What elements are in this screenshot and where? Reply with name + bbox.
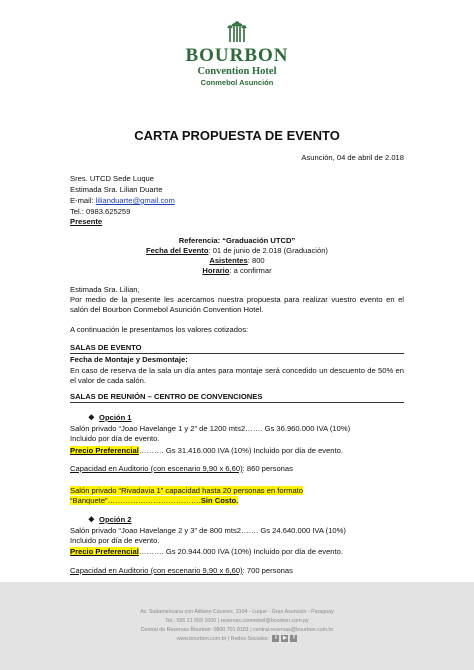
guests-line [0, 256, 474, 266]
event-date-label: Fecha del Evento [146, 246, 209, 255]
reference-line [0, 236, 474, 246]
section-divider [70, 353, 404, 354]
banquete-text: “Banquete”………………………………. [70, 496, 201, 505]
preferential-price-value: ………. Gs 20.944.000 IVA (10%) Incluido por día de evento. [138, 547, 343, 556]
bourbon-emblem-icon [224, 18, 250, 44]
option1-included-line: Incluido por día de evento. [70, 434, 160, 443]
schedule-line [0, 266, 474, 276]
recipient-email-row [70, 196, 175, 206]
intro-paragraph: Por medio de la presente les acercamos nuestra propuesta para realizar vuestro evento en el salón del Bourbon Conmebol Asunción Convention Hotel. [70, 295, 404, 314]
footer-address: Av. Sudamericana con Atiliano Cáceres, 3104 - Luque - Gran Asunción - Paraguay [140, 609, 334, 615]
option1-preferential-price [70, 446, 343, 456]
presente-label: Presente [70, 217, 103, 226]
preferential-price-value: ………. Gs 31.416.000 IVA (10%) Incluido por día de evento. [138, 446, 343, 455]
sin-costo-label: Sin Costo. [200, 496, 239, 505]
option2-heading [88, 515, 132, 525]
rivadavia-text: Salón privado “Rivadavia 1” capacidad hasta 20 personas en formato [70, 486, 304, 495]
footer-contact: Tel.: 595 21 659 1000 | reservas.conmebol@bourbon.com.py [165, 618, 309, 624]
montaje-paragraph: En caso de reserva de la sala un día antes para montaje será concedido un descuento de 50% en el valor de cada salón. [70, 366, 404, 385]
email-link[interactable]: lilianduarte@gmail.com [95, 196, 175, 205]
capacity-label: Capacidad en Auditorio (con escenario 9,90 x 6,60) [70, 566, 243, 575]
option2-hall-line: Salón privado “Joao Havelange 2 y 3” de 800 mts2……. Gs 24.640.000 IVA (10%) [70, 526, 346, 535]
brand-name: BOURBON [185, 45, 289, 66]
convenciones-heading: SALAS DE REUNIÓN – CENTRO DE CONVENCIONES [70, 392, 263, 401]
capacity-value: : 860 personas [242, 464, 293, 473]
salas-heading: SALAS DE EVENTO [70, 343, 142, 352]
youtube-icon[interactable]: ▶ [282, 635, 287, 642]
page-footer [0, 582, 474, 670]
reference-label: Referencia [178, 236, 218, 245]
schedule-value: : a confirmar [229, 266, 272, 275]
option2-preferential-price [70, 547, 343, 557]
preferential-price-label: Precio Preferencial [70, 547, 139, 556]
date-line: Asunción, 04 de abril de 2.018 [301, 153, 404, 162]
option2-capacity [70, 566, 293, 576]
diamond-bullet-icon: ❖ [88, 413, 95, 422]
diamond-bullet-icon: ❖ [88, 515, 95, 524]
guests-value: : 800 [247, 256, 265, 265]
recipient-phone: Tel.: 0983.625259 [70, 207, 131, 216]
option2-label: Opción 2 [99, 515, 132, 524]
rivadavia-line [70, 486, 303, 496]
rivadavia-line-2 [70, 496, 238, 506]
footer-web-row [0, 635, 474, 643]
option2-included-line: Incluido por día de evento. [70, 536, 160, 545]
facebook-icon[interactable]: f [290, 635, 297, 642]
capacity-label: Capacidad en Auditorio (con escenario 9,90 x 6,60) [70, 464, 243, 473]
guests-label: Asistentes [209, 256, 248, 265]
values-intro: A continuación le presentamos los valores cotizados: [70, 325, 249, 334]
footer-web: www.bourbon.com.br | Redes Sociales: [176, 636, 269, 642]
schedule-label: Horario [202, 266, 230, 275]
brand-location: Conmebol Asunción [200, 78, 274, 87]
preferential-price-label: Precio Preferencial [70, 446, 139, 455]
section-divider [70, 402, 404, 403]
email-label: E-mail: [70, 196, 96, 205]
option1-label: Opción 1 [99, 413, 132, 422]
brand-subtitle: Convention Hotel [197, 66, 277, 77]
footer-central: Central de Reservas Bourbon: 0800 701 8181 | central.reservas@bourbon.com.br [140, 627, 334, 633]
salutation: Estimada Sra. Lilian, [70, 285, 140, 294]
option1-hall-line: Salón privado “Joao Havelange 1 y 2” de 1200 mts2……. Gs 36.960.000 IVA (10%) [70, 424, 351, 433]
capacity-value: : 700 personas [242, 566, 293, 575]
reference-value: : “Graduación UTCD” [217, 236, 296, 245]
page-title: CARTA PROPUESTA DE EVENTO [134, 128, 340, 143]
montaje-heading: Fecha de Montaje y Desmontaje: [70, 355, 188, 364]
option1-heading [88, 413, 132, 423]
option1-capacity [70, 464, 293, 474]
event-date-line [0, 246, 474, 256]
event-date-value: : 01 de junio de 2.018 (Graduación) [208, 246, 328, 255]
hotel-logo [0, 18, 474, 88]
recipient-company: Sres. UTCD Sede Luque [70, 174, 154, 183]
recipient-greeting: Estimada Sra. Lilian Duarte [70, 185, 163, 194]
twitter-icon[interactable]: t [272, 635, 279, 642]
